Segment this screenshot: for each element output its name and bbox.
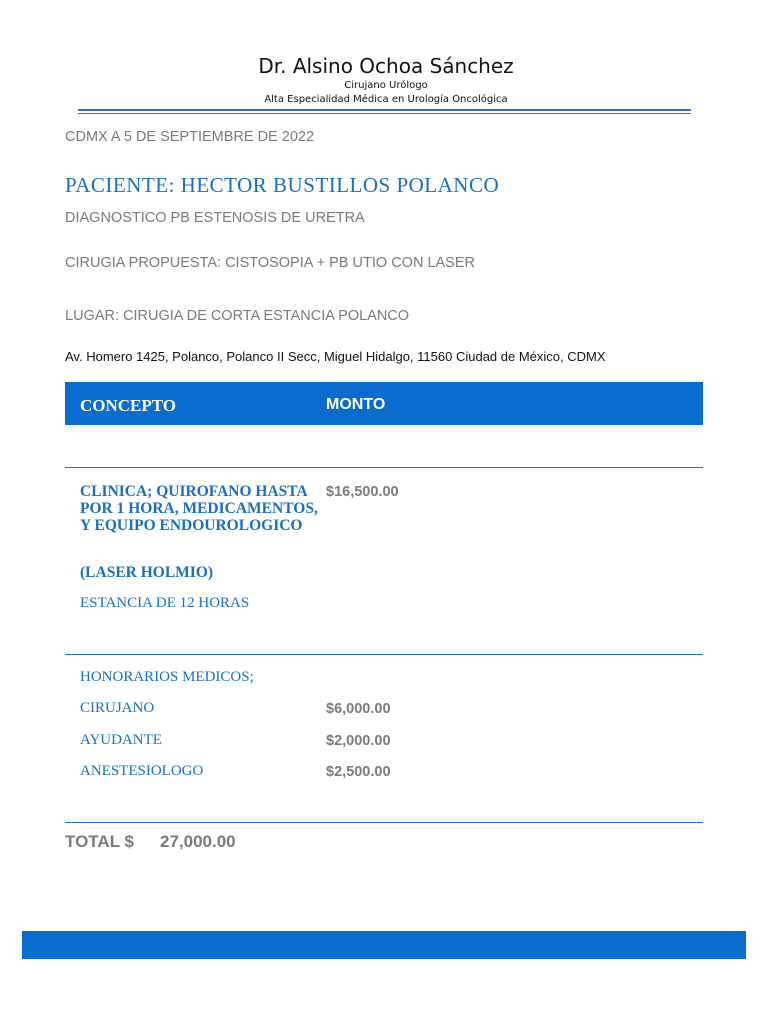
table-divider — [65, 822, 703, 823]
doctor-name: Dr. Alsino Ochoa Sánchez — [258, 54, 514, 78]
fee-amount-surgeon: $6,000.00 — [326, 701, 391, 717]
procedure-line: CIRUGIA PROPUESTA: CISTOSOPIA + PB UTIO CON LASER — [65, 255, 475, 271]
doctor-subspecialty: Alta Especialidad Médica en Urología Oncológica — [264, 94, 508, 105]
fee-amount-anesthesiologist: $2,500.00 — [326, 764, 391, 780]
clinic-amount: $16,500.00 — [326, 484, 399, 500]
header-rule-top — [78, 109, 691, 111]
doctor-specialty: Cirujano Urólogo — [344, 80, 428, 91]
table-divider — [65, 654, 703, 655]
address-line: Av. Homero 1425, Polanco, Polanco II Secc, Miguel Hidalgo, 11560 Ciudad de México, CDMX — [65, 349, 606, 364]
fee-label-surgeon: CIRUJANO — [80, 700, 155, 716]
clinic-stay: ESTANCIA DE 12 HORAS — [80, 595, 250, 611]
patient-line: PACIENTE: HECTOR BUSTILLOS POLANCO — [65, 173, 500, 197]
clinic-laser: (LASER HOLMIO) — [80, 564, 214, 581]
fee-label-anesthesiologist: ANESTESIOLOGO — [80, 763, 204, 779]
total-value: 27,000.00 — [160, 832, 236, 851]
footer-bar — [22, 931, 746, 959]
table-divider — [65, 467, 703, 468]
column-header-concept: CONCEPTO — [80, 396, 177, 415]
clinic-description: CLINICA; QUIROFANO HASTA POR 1 HORA, MEDICAMENTOS, Y EQUIPO ENDOUROLOGICO — [80, 483, 318, 534]
fee-amount-assistant: $2,000.00 — [326, 733, 391, 749]
column-header-amount: MONTO — [326, 396, 386, 413]
place-line: LUGAR: CIRUGIA DE CORTA ESTANCIA POLANCO — [65, 308, 410, 324]
diagnosis-line: DIAGNOSTICO PB ESTENOSIS DE URETRA — [65, 210, 365, 226]
date-line: CDMX A 5 DE SEPTIEMBRE DE 2022 — [65, 129, 315, 145]
total-label: TOTAL $ — [65, 832, 134, 851]
fees-title: HONORARIOS MEDICOS; — [80, 669, 254, 685]
fee-label-assistant: AYUDANTE — [80, 732, 162, 748]
header-rule-bottom — [78, 113, 691, 114]
